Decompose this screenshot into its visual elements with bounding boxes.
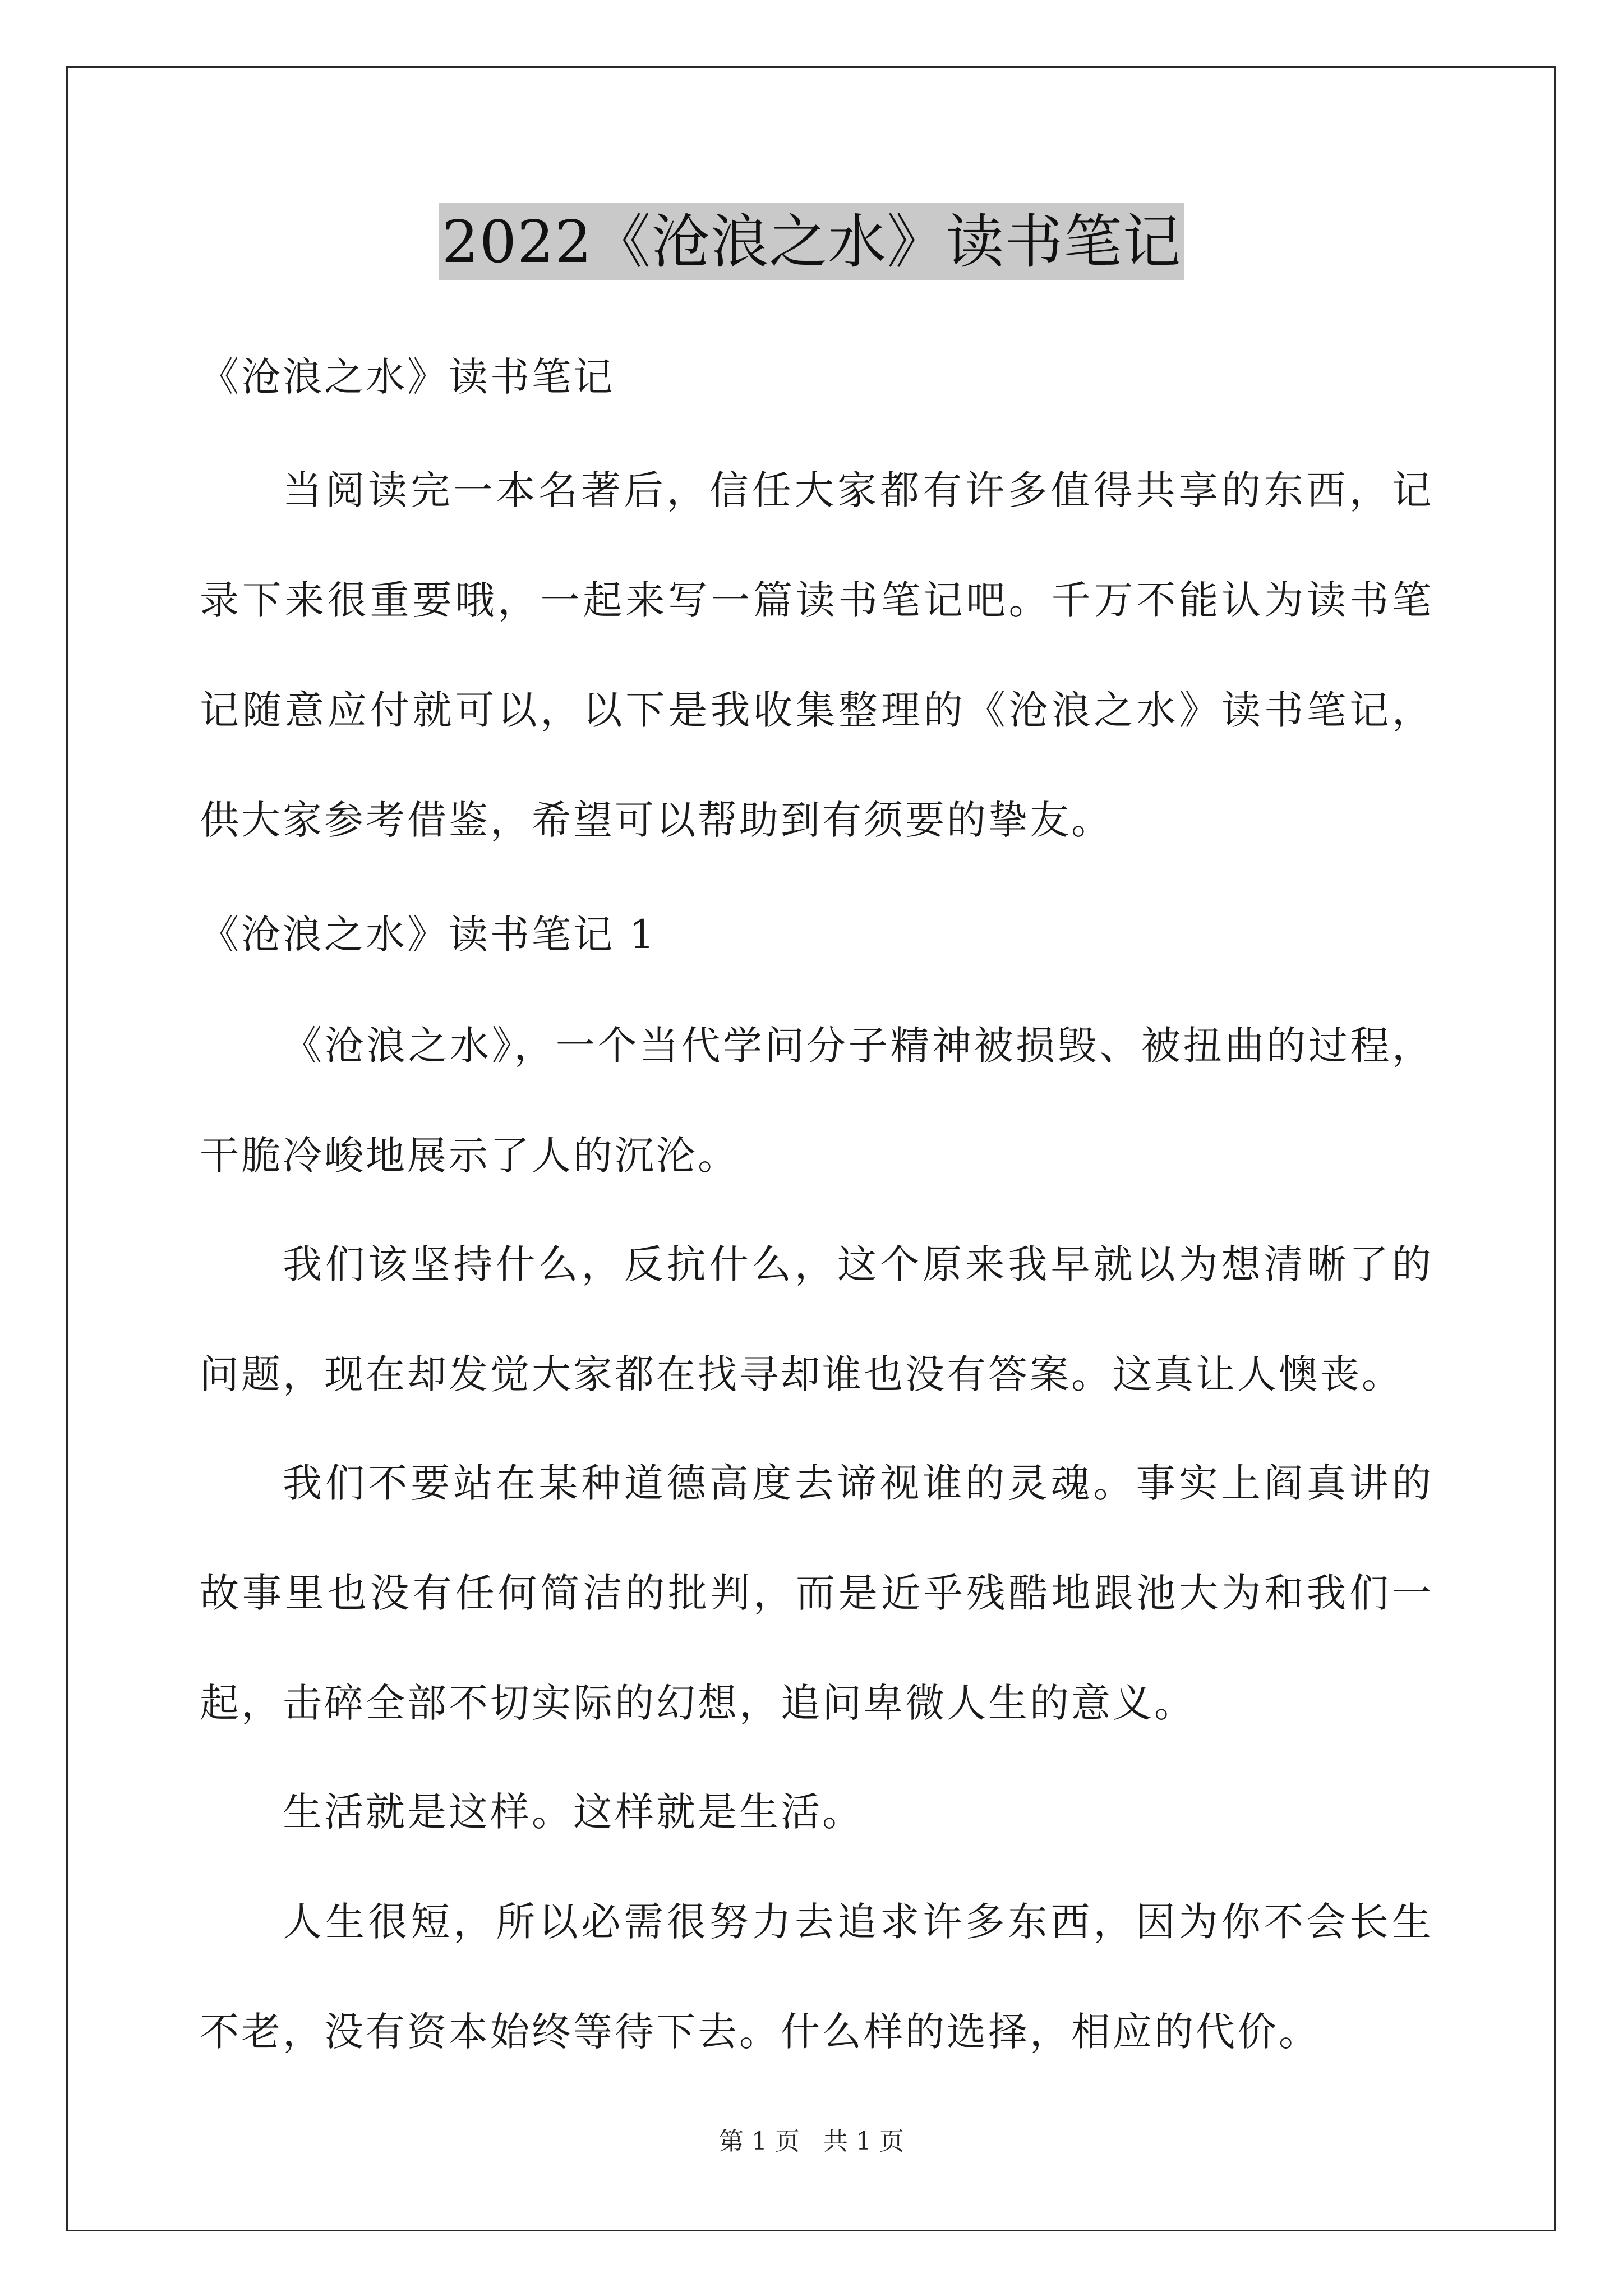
paragraph-1: 《沧浪之水》，一个当代学问分子精神被损毁、被扭曲的过程，干脆冷峻地展示了人的沉沦。 [200,1023,1433,1179]
page-number-current: 第 1 页 [719,2127,800,2156]
page-footer [0,2125,1623,2159]
paragraph-4: 生活就是这样。这样就是生活。 [283,1789,864,1835]
section-heading: 《沧浪之水》读书笔记 1 [200,912,657,958]
intro-paragraph: 当阅读完一本名著后，信任大家都有许多值得共享的东西，记录下来很重要哦，一起来写一篇读书笔记吧。千万不能认为读书笔记随意应付就可以，以下是我收集整理的《沧浪之水》读书笔记，供大家参考借鉴，希望可以帮助到有须要的挚友。 [200,467,1433,843]
paragraph-5: 人生很短，所以必需很努力去追求许多东西，因为你不会长生不老，没有资本始终等待下去。什么样的选择，相应的代价。 [200,1899,1433,2055]
document-title: 2022《沧浪之水》读书笔记 [439,203,1185,280]
title-container [0,203,1623,280]
page-number-total: 共 1 页 [823,2127,904,2156]
paragraph-3: 我们不要站在某种道德高度去谛视谁的灵魂。事实上阎真讲的故事里也没有任何简洁的批判，而是近乎残酷地跟池大为和我们一起，击碎全部不切实际的幻想，追问卑微人生的意义。 [200,1460,1433,1726]
intro-heading: 《沧浪之水》读书笔记 [200,354,615,400]
paragraph-2: 我们该坚持什么，反抗什么，这个原来我早就以为想清晰了的问题，现在却发觉大家都在找寻却谁也没有答案。这真让人懊丧。 [200,1241,1433,1397]
